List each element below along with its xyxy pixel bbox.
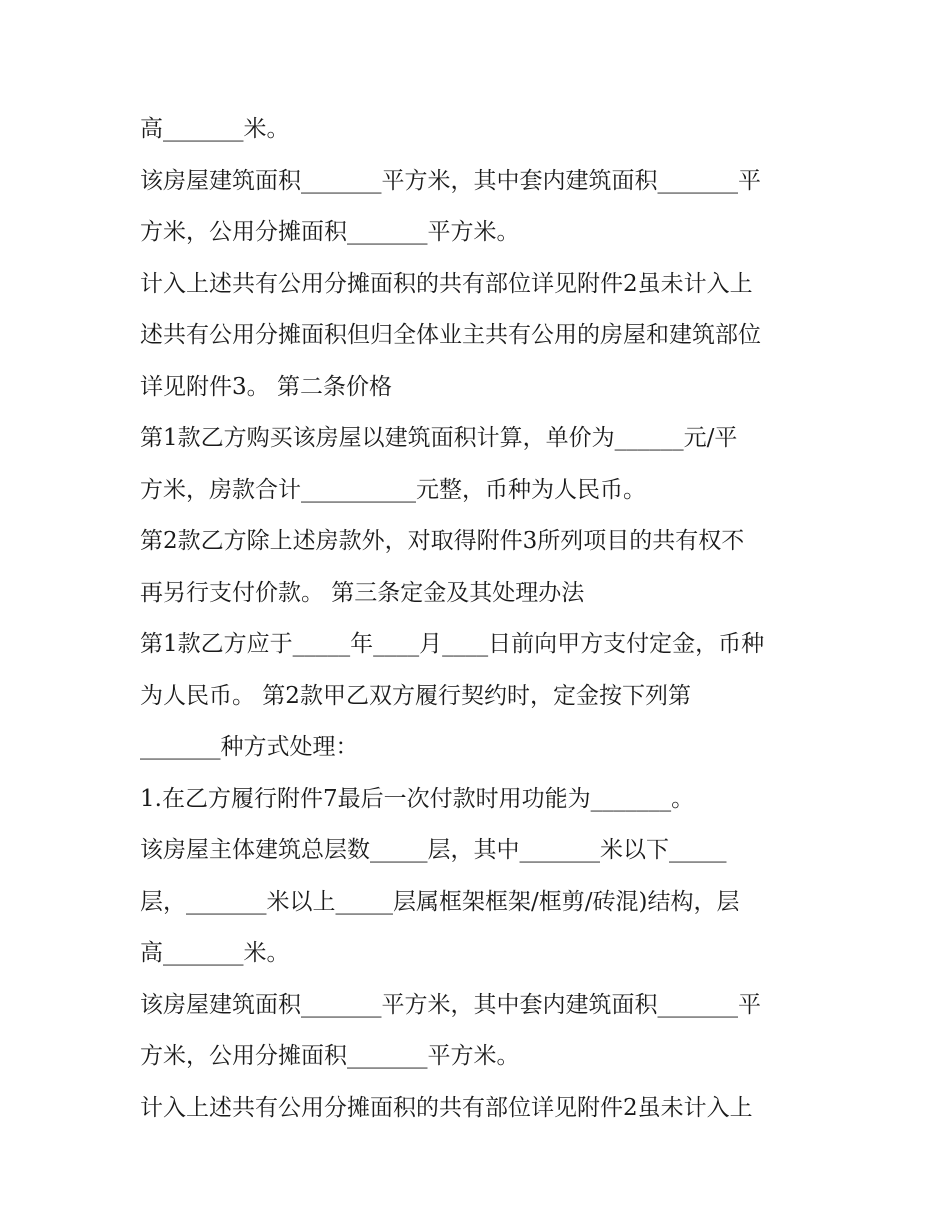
text-line: 第1款乙方应于_____年____月____日前向甲方支付定金，币种 — [140, 631, 765, 657]
text-line: 方米，公用分摊面积_______平方米。 — [140, 219, 520, 245]
text-line: 该房屋主体建筑总层数_____层，其中_______米以下_____ — [140, 837, 727, 863]
text-line: 详见附件3。 第二条价格 — [140, 373, 392, 400]
text-line: 高_______米。 — [140, 116, 290, 142]
text-line: 方米，公用分摊面积_______平方米。 — [140, 1043, 520, 1069]
text-line: 述共有公用分摊面积但归全体业主共有公用的房屋和建筑部位 — [140, 322, 761, 348]
document-body — [140, 104, 820, 1134]
text-line: 高_______米。 — [140, 940, 290, 966]
text-line: 计入上述共有公用分摊面积的共有部位详见附件2虽未计入上 — [140, 270, 753, 297]
text-line: 再另行支付价款。 第三条定金及其处理办法 — [140, 579, 585, 606]
text-line: _______种方式处理： — [140, 734, 359, 760]
text-line: 为人民币。 第2款甲乙双方履行契约时，定金按下列第 — [140, 682, 691, 709]
text-line: 层，_______米以上_____层属框架框架/框剪/砖混)结构，层 — [140, 888, 740, 915]
text-line: 该房屋建筑面积_______平方米，其中套内建筑面积_______平 — [140, 167, 761, 194]
text-line: 第1款乙方购买该房屋以建筑面积计算，单价为______元/平 — [140, 425, 738, 451]
text-line: 该房屋建筑面积_______平方米，其中套内建筑面积_______平 — [140, 991, 761, 1018]
text-line: 方米，房款合计__________元整，币种为人民币。 — [140, 476, 646, 503]
text-line: 计入上述共有公用分摊面积的共有部位详见附件2虽未计入上 — [140, 1094, 753, 1121]
text-line: 第2款乙方除上述房款外，对取得附件3所列项目的共有权不 — [140, 528, 745, 554]
text-line: 1.在乙方履行附件7最后一次付款时用功能为_______。 — [140, 785, 695, 812]
